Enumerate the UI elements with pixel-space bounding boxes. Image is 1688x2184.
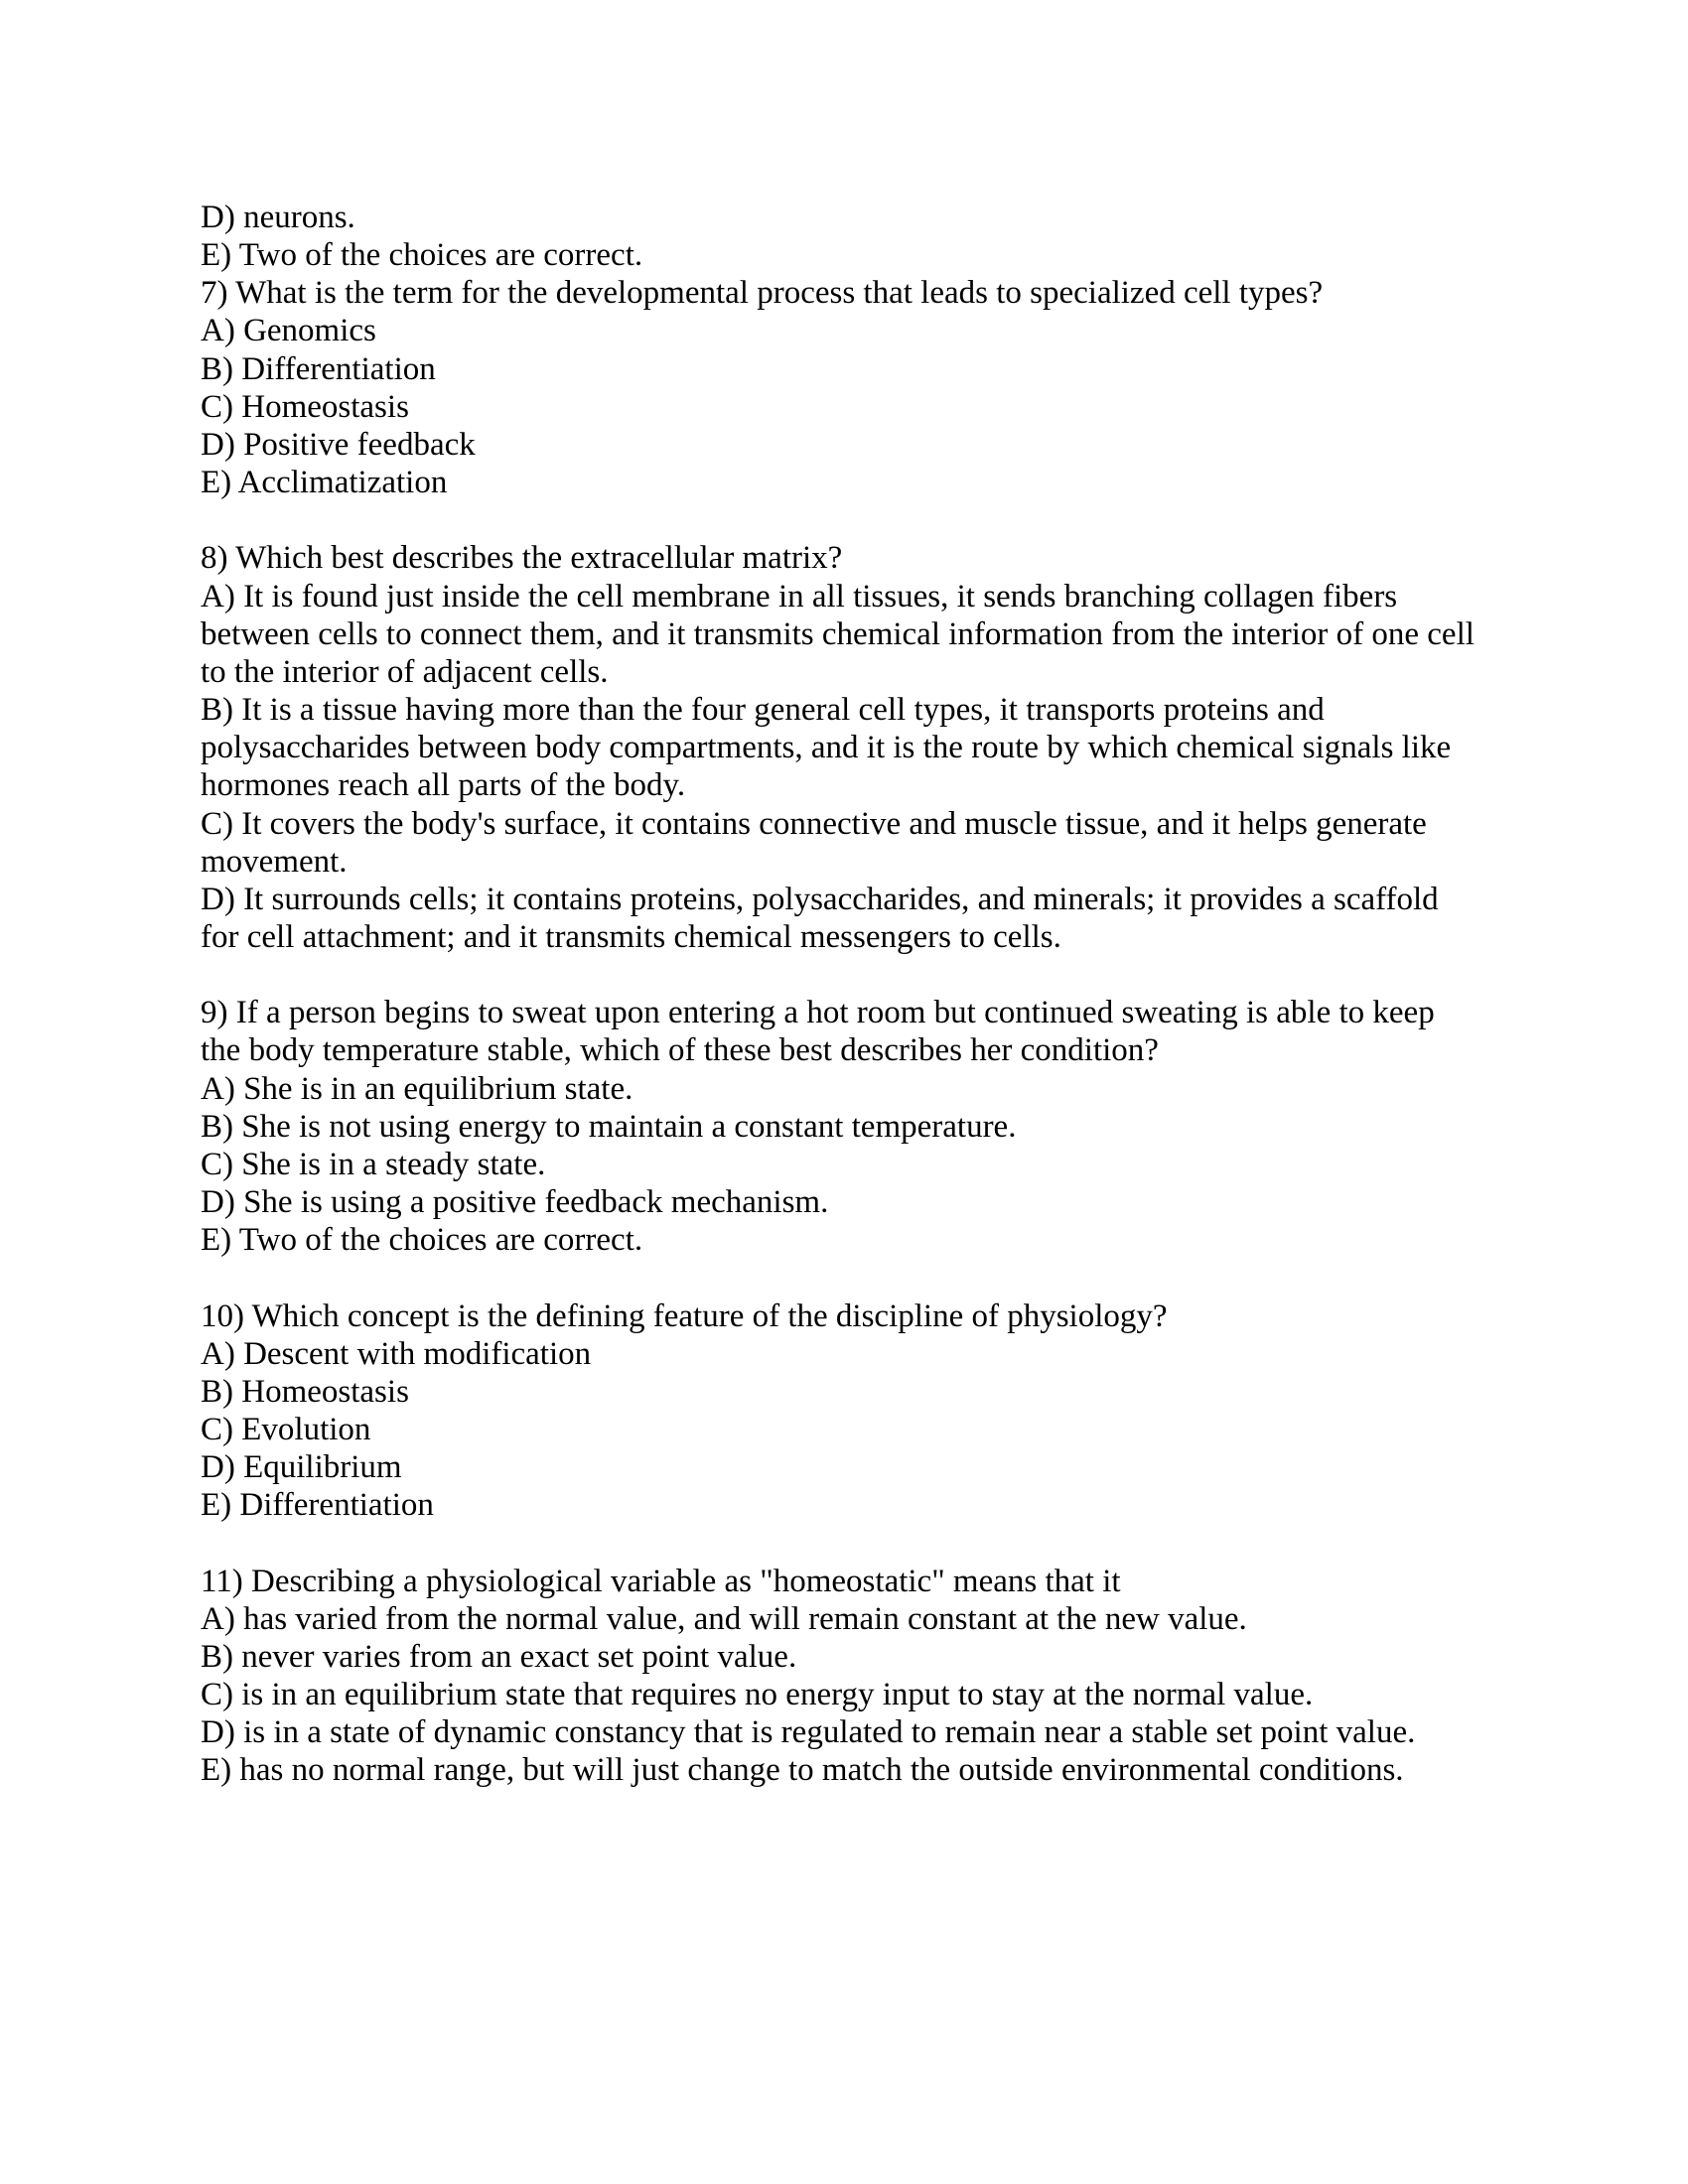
answer-option-d: D) She is using a positive feedback mechanism. — [201, 1184, 829, 1221]
answer-option-e: E) Acclimatization — [201, 465, 448, 501]
answer-option-c: C) is in an equilibrium state that requires no energy input to stay at the normal value. — [201, 1677, 1314, 1713]
answer-option-b: B) never varies from an exact set point value. — [201, 1638, 797, 1675]
question-8 — [201, 539, 1511, 956]
answer-option-c: C) It covers the body's surface, it contains connective and muscle tissue, and it helps generate — [201, 805, 1427, 842]
page-content — [201, 199, 1511, 1790]
question-stem: 10) Which concept is the defining feature of the discipline of physiology? — [201, 1297, 1168, 1334]
question-stem: 8) Which best describes the extracellular matrix? — [201, 540, 843, 577]
answer-option-a: A) She is in an equilibrium state. — [201, 1070, 633, 1107]
answer-option-b-continued: polysaccharides between body compartments, and it is the route by which chemical signals like — [201, 730, 1452, 766]
answer-option-c: C) Homeostasis — [201, 388, 409, 425]
answer-option-a-continued: to the interior of adjacent cells. — [201, 653, 609, 690]
answer-option-b: B) Homeostasis — [201, 1373, 409, 1410]
answer-option-b: B) It is a tissue having more than the four general cell types, it transports proteins and — [201, 692, 1325, 729]
spacer — [201, 501, 1511, 539]
question-stem: 7) What is the term for the developmental process that leads to specialized cell types? — [201, 275, 1324, 312]
answer-option-a: A) Descent with modification — [201, 1335, 592, 1372]
question-stem: 11) Describing a physiological variable as "homeostatic" means that it — [201, 1563, 1121, 1599]
answer-option-d-continued: for cell attachment; and it transmits chemical messengers to cells. — [201, 918, 1061, 955]
answer-option-e: E) Differentiation — [201, 1487, 434, 1524]
spacer — [201, 1259, 1511, 1297]
answer-option-e: E) has no normal range, but will just change to match the outside environmental conditions. — [201, 1752, 1404, 1789]
question-stem-continued: the body temperature stable, which of these best describes her condition? — [201, 1032, 1159, 1069]
answer-option-e: E) Two of the choices are correct. — [201, 237, 643, 274]
spacer — [201, 956, 1511, 994]
answer-option-e: E) Two of the choices are correct. — [201, 1222, 643, 1259]
answer-option-b-continued: hormones reach all parts of the body. — [201, 767, 686, 804]
answer-option-d: D) is in a state of dynamic constancy that is regulated to remain near a stable set point value. — [201, 1714, 1416, 1751]
question-stem: 9) If a person begins to sweat upon entering a hot room but continued sweating is able to keep — [201, 995, 1435, 1031]
answer-option-c-continued: movement. — [201, 843, 348, 880]
spacer — [201, 1524, 1511, 1562]
answer-option-c: C) She is in a steady state. — [201, 1146, 546, 1182]
question-6-carryover — [201, 199, 1511, 274]
answer-option-d: D) It surrounds cells; it contains proteins, polysaccharides, and minerals; it provides a scaffold — [201, 881, 1439, 917]
answer-option-b: B) Differentiation — [201, 350, 436, 387]
answer-option-a: A) Genomics — [201, 313, 376, 349]
question-7 — [201, 274, 1511, 501]
answer-option-a: A) It is found just inside the cell membrane in all tissues, it sends branching collagen fibers — [201, 578, 1398, 614]
answer-option-d: D) Positive feedback — [201, 426, 476, 463]
answer-option-d: D) Equilibrium — [201, 1449, 402, 1486]
question-9 — [201, 994, 1511, 1259]
answer-option-a: A) has varied from the normal value, and will remain constant at the new value. — [201, 1600, 1247, 1637]
answer-option-d: D) neurons. — [201, 200, 355, 235]
question-11 — [201, 1563, 1511, 1790]
answer-option-c: C) Evolution — [201, 1412, 371, 1447]
question-10 — [201, 1297, 1511, 1525]
answer-option-b: B) She is not using energy to maintain a constant temperature. — [201, 1108, 1017, 1145]
answer-option-a-continued: between cells to connect them, and it transmits chemical information from the interior of one cell — [201, 615, 1475, 652]
